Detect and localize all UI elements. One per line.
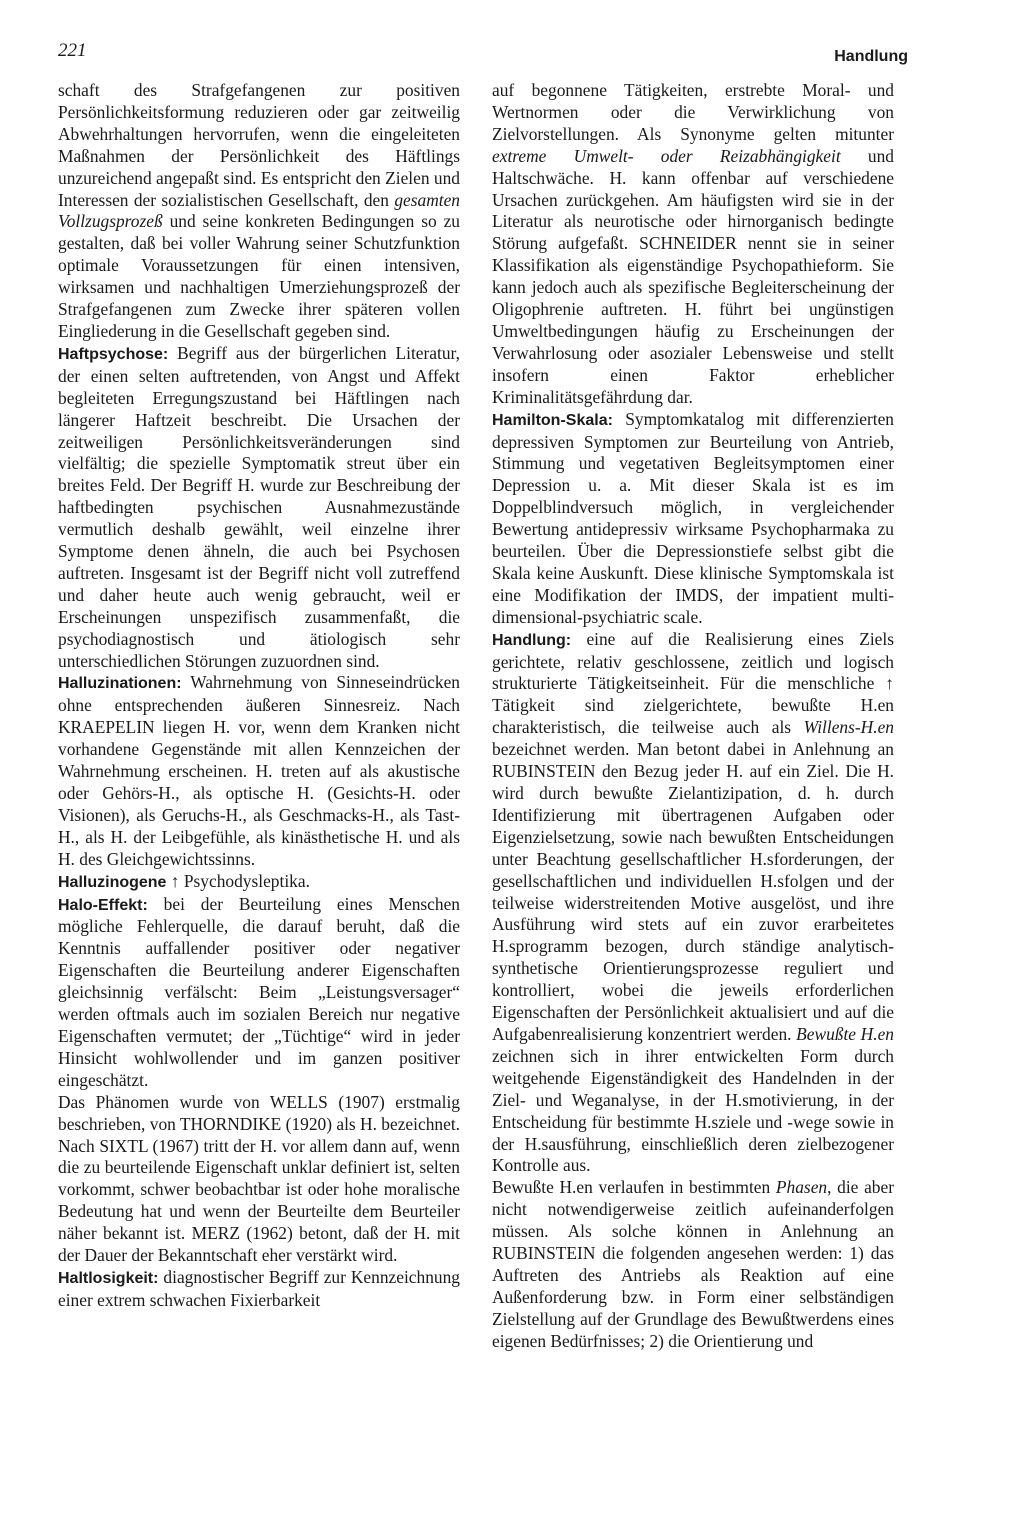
entry-halo-effekt: [58, 894, 460, 1092]
entry-text: Wahrnehmung von Sinneseindrücken ohne entsprechenden äußeren Sinnesreiz. Nach KRAEPELIN liegen H. vor, wenn dem Kranken nicht vorhandene Gegenstände mit allen Kennzeichen der Wahrnehmung erscheinen. H. treten auf als akustische oder Gehörs-H., als optische H. (Gesichts-H. oder Visionen), als Geruchs-H., als Geschmacks-H., als Tast-H., als H. der Leibgefühle, als kinästhetische H. und als H. des Gleichgewichtssinns.: [58, 672, 460, 869]
entry-text: bei der Beurteilung eines Menschen mögliche Fehlerquelle, die darauf beruht, daß die Kenntnis auffallender positiver oder negativer Eigenschaften die Beurteilung anderer Eigenschaften gleichsinnig verfälscht: Beim „Leistungsversager“ werden oftmals auch im sozialen Bereich nur negative Eigenschaften vermutet; der „Tüchtige“ wird in jeder Hinsicht wohlwollender und im ganzen positiver eingeschätzt.: [58, 893, 460, 1090]
left-column: [58, 80, 460, 1312]
entry-headword: Halluzinogene: [58, 873, 167, 891]
entry-headword: Haltlosigkeit:: [58, 1269, 159, 1287]
entry-haltlosigkeit: [58, 1267, 460, 1312]
entry-text: auf begonnene Tätigkeiten, erstrebte Moral- und Wertnormen oder die Verwirklichung von Zielvorstellungen. Als Synonyme gelten mitunter: [492, 80, 894, 144]
italic-term: Bewußte H.en: [796, 1023, 894, 1044]
entry-text: Bewußte H.en verlaufen in bestimmten: [492, 1177, 776, 1198]
entry-text: bezeichnet werden. Man betont dabei in Anlehnung an RUBINSTEIN den Bezug jeder H. auf ein Ziel. Die H. wird durch bewußte Zielantizipation, d. h. durch Identifizierung mit übertragenen Aufgaben oder Eigenzielsetzung, sowie nach bewußten Entscheidungen unter Beachtung gesellschaftlicher H.sforderungen, der gesellschaftlichen und individuellen H.sfolgen und der teilweise widerstreitenden Motive ausgelöst, und ihre Ausführung wird stets auf ein zuvor erarbeitetes H.sprogramm bezogen, durch ständige analytisch-synthetische Orientierungsprozesse reguliert und kontrolliert, wobei die jeweils erforderlichen Eigenschaften der Persönlichkeit aktualisiert und auf die Aufgabenrealisierung konzentriert werden.: [492, 739, 894, 1044]
running-head: Handlung: [834, 48, 908, 65]
entry-continuation: [492, 80, 894, 409]
right-column: [492, 80, 894, 1353]
entry-continuation: [58, 80, 460, 343]
italic-term: gesamten Vollzugsprozeß: [58, 189, 460, 232]
entry-headword: Halluzinationen:: [58, 675, 182, 693]
entry-halluzinogene: [58, 871, 460, 894]
entry-text: und Haltschwäche. H. kann offenbar auf verschiedene Ursachen zurückgehen. Am häufigsten wird sie in der Literatur als neurotische oder hirnorganisch bedingte Störung aufgefaßt. SCHNEIDER nennt sie in seiner Klassifikation als eigenständige Psychopathieform. Sie kann jedoch auch als spezifische Begleiterscheinung der Oligophrenie auftreten. H. führt bei ungünstigen Umweltbedingungen häufig zu Erscheinungen der Verwahrlosung oder asozialer Lebensweise und stellt insofern einen Faktor erheblicher Kriminalitätsgefährdung dar.: [492, 145, 894, 407]
entry-headword: Haftpsychose:: [58, 345, 169, 363]
cross-reference: ↑ Psychodysleptika.: [166, 870, 310, 891]
entry-text: zeichnen sich in ihrer entwickelten Form durch weitgehende Eigenständigkeit des Handelnden in der Ziel- und Weganalyse, in der H.smotivierung, in der Entscheidung für bestimmte H.sziele und -wege sowie in der H.sausführung, einschließlich deren zielbezogener Kontrolle aus.: [492, 1045, 894, 1176]
italic-term: Phasen: [775, 1177, 828, 1198]
entry-text: und seine konkreten Bedingungen so zu gestalten, daß bei voller Wahrung seiner Schutzfunktion optimale Voraussetzungen für einen intensiven, wirksamen und nachhaltigen Umerziehungsprozeß der Strafgefangenen zum Zwecke ihrer späteren vollen Eingliederung in die Gesellschaft gegeben sind.: [58, 211, 460, 341]
italic-term: extreme Umwelt- oder Reizabhängigkeit: [492, 145, 841, 166]
entry-paragraph: [58, 1092, 460, 1267]
page-number: 221: [58, 40, 87, 61]
entry-halluzinationen: [58, 672, 460, 870]
entry-text: diagnostischer Begriff zur Kennzeichnung einer extrem schwachen Fixierbarkeit: [58, 1266, 460, 1310]
entry-hamilton-skala: [492, 409, 894, 629]
entry-headword: Hamilton-Skala:: [492, 411, 613, 429]
entry-text: Das Phänomen wurde von WELLS (1907) erstmalig beschrieben, von THORNDIKE (1920) als H. bezeichnet. Nach SIXTL (1967) tritt der H. vor allem dann auf, wenn die zu beurteilende Eigenschaft unklar definiert ist, selten vorkommt, schwer beobachtbar ist oder hohe moralische Bedeutung hat und wenn der Beurteilte dem Beurteiler näher bekannt ist. MERZ (1962) betont, daß der H. mit der Dauer der Bekanntschaft eher verstärkt wird.: [58, 1091, 460, 1266]
entry-text: , die aber nicht notwendigerweise zeitlich aufeinanderfolgen müssen. Als solche können in Anlehnung an RUBINSTEIN die folgenden angesehen werden: 1) das Auftreten des Antriebs als Reaktion auf eine Außenforderung bzw. in Form einer selbständigen Zielstellung auf der Grundlage des Bewußtwerdens eines eigenen Bedürfnisses; 2) die Orientierung und: [492, 1177, 894, 1351]
entry-haftpsychose: [58, 343, 460, 673]
entry-headword: Handlung:: [492, 631, 572, 649]
entry-text: eine auf die Realisierung eines Ziels gerichtete, relativ geschlossene, zeitlich und logisch strukturierte Tätigkeitseinheit. Für die menschliche ↑ Tätigkeit sind zielgerichtete, bewußte H.en charakteristisch, die teilweise auch als: [492, 628, 894, 738]
entry-text: schaft des Strafgefangenen zur positiven Persönlichkeitsformung reduzieren oder gar zeitweilig Abwehrhaltungen hervorrufen, wenn die eingeleiteten Maßnahmen der Persönlichkeit des Häftlings unzureichend angepaßt sind. Es entspricht den Zielen und Interessen der sozialistischen Gesellschaft, den: [58, 80, 460, 210]
entry-text: Begriff aus der bürgerlichen Literatur, der einen selten auftretenden, von Angst und Affekt begleiteten Erregungszustand bei Häftlingen nach längerer Haftzeit beschreibt. Die Ursachen der zeitweiligen Persönlichkeitsveränderungen sind vielfältig; die spezielle Symptomatik streut über ein breites Feld. Der Begriff H. wurde zur Beschreibung der haftbedingten psychischen Ausnahmezustände vermutlich deshalb gewählt, weil einzelne ihrer Symptome denen ähneln, die auch bei Psychosen auftreten. Insgesamt ist der Begriff nicht voll zutreffend und daher heute auch wenig gebraucht, weil er Erscheinungen unspezifisch zusammenfaßt, die psychodiagnostisch und ätiologisch sehr unterschiedlichen Störungen zuzuordnen sind.: [58, 342, 460, 671]
entry-headword: Halo-Effekt:: [58, 896, 148, 914]
entry-handlung: [492, 629, 894, 1178]
entry-text: Symptomkatalog mit differenzierten depressiven Symptomen zur Beurteilung von Antrieb, Stimmung und vegetativen Begleitsymptomen einer Depression u. a. Mit dieser Skala ist es im Doppelblindversuch möglich, in vergleichender Bewertung antidepressiv wirksame Psychopharmaka zu beurteilen. Über die Depressionstiefe selbst gibt die Skala keine Auskunft. Diese klinische Symptomskala ist eine Modifikation der IMDS, der impatient multi-dimensional-psychiatric scale.: [492, 408, 894, 627]
entry-paragraph: [492, 1177, 894, 1352]
italic-term: Willens-H.en: [803, 717, 894, 738]
